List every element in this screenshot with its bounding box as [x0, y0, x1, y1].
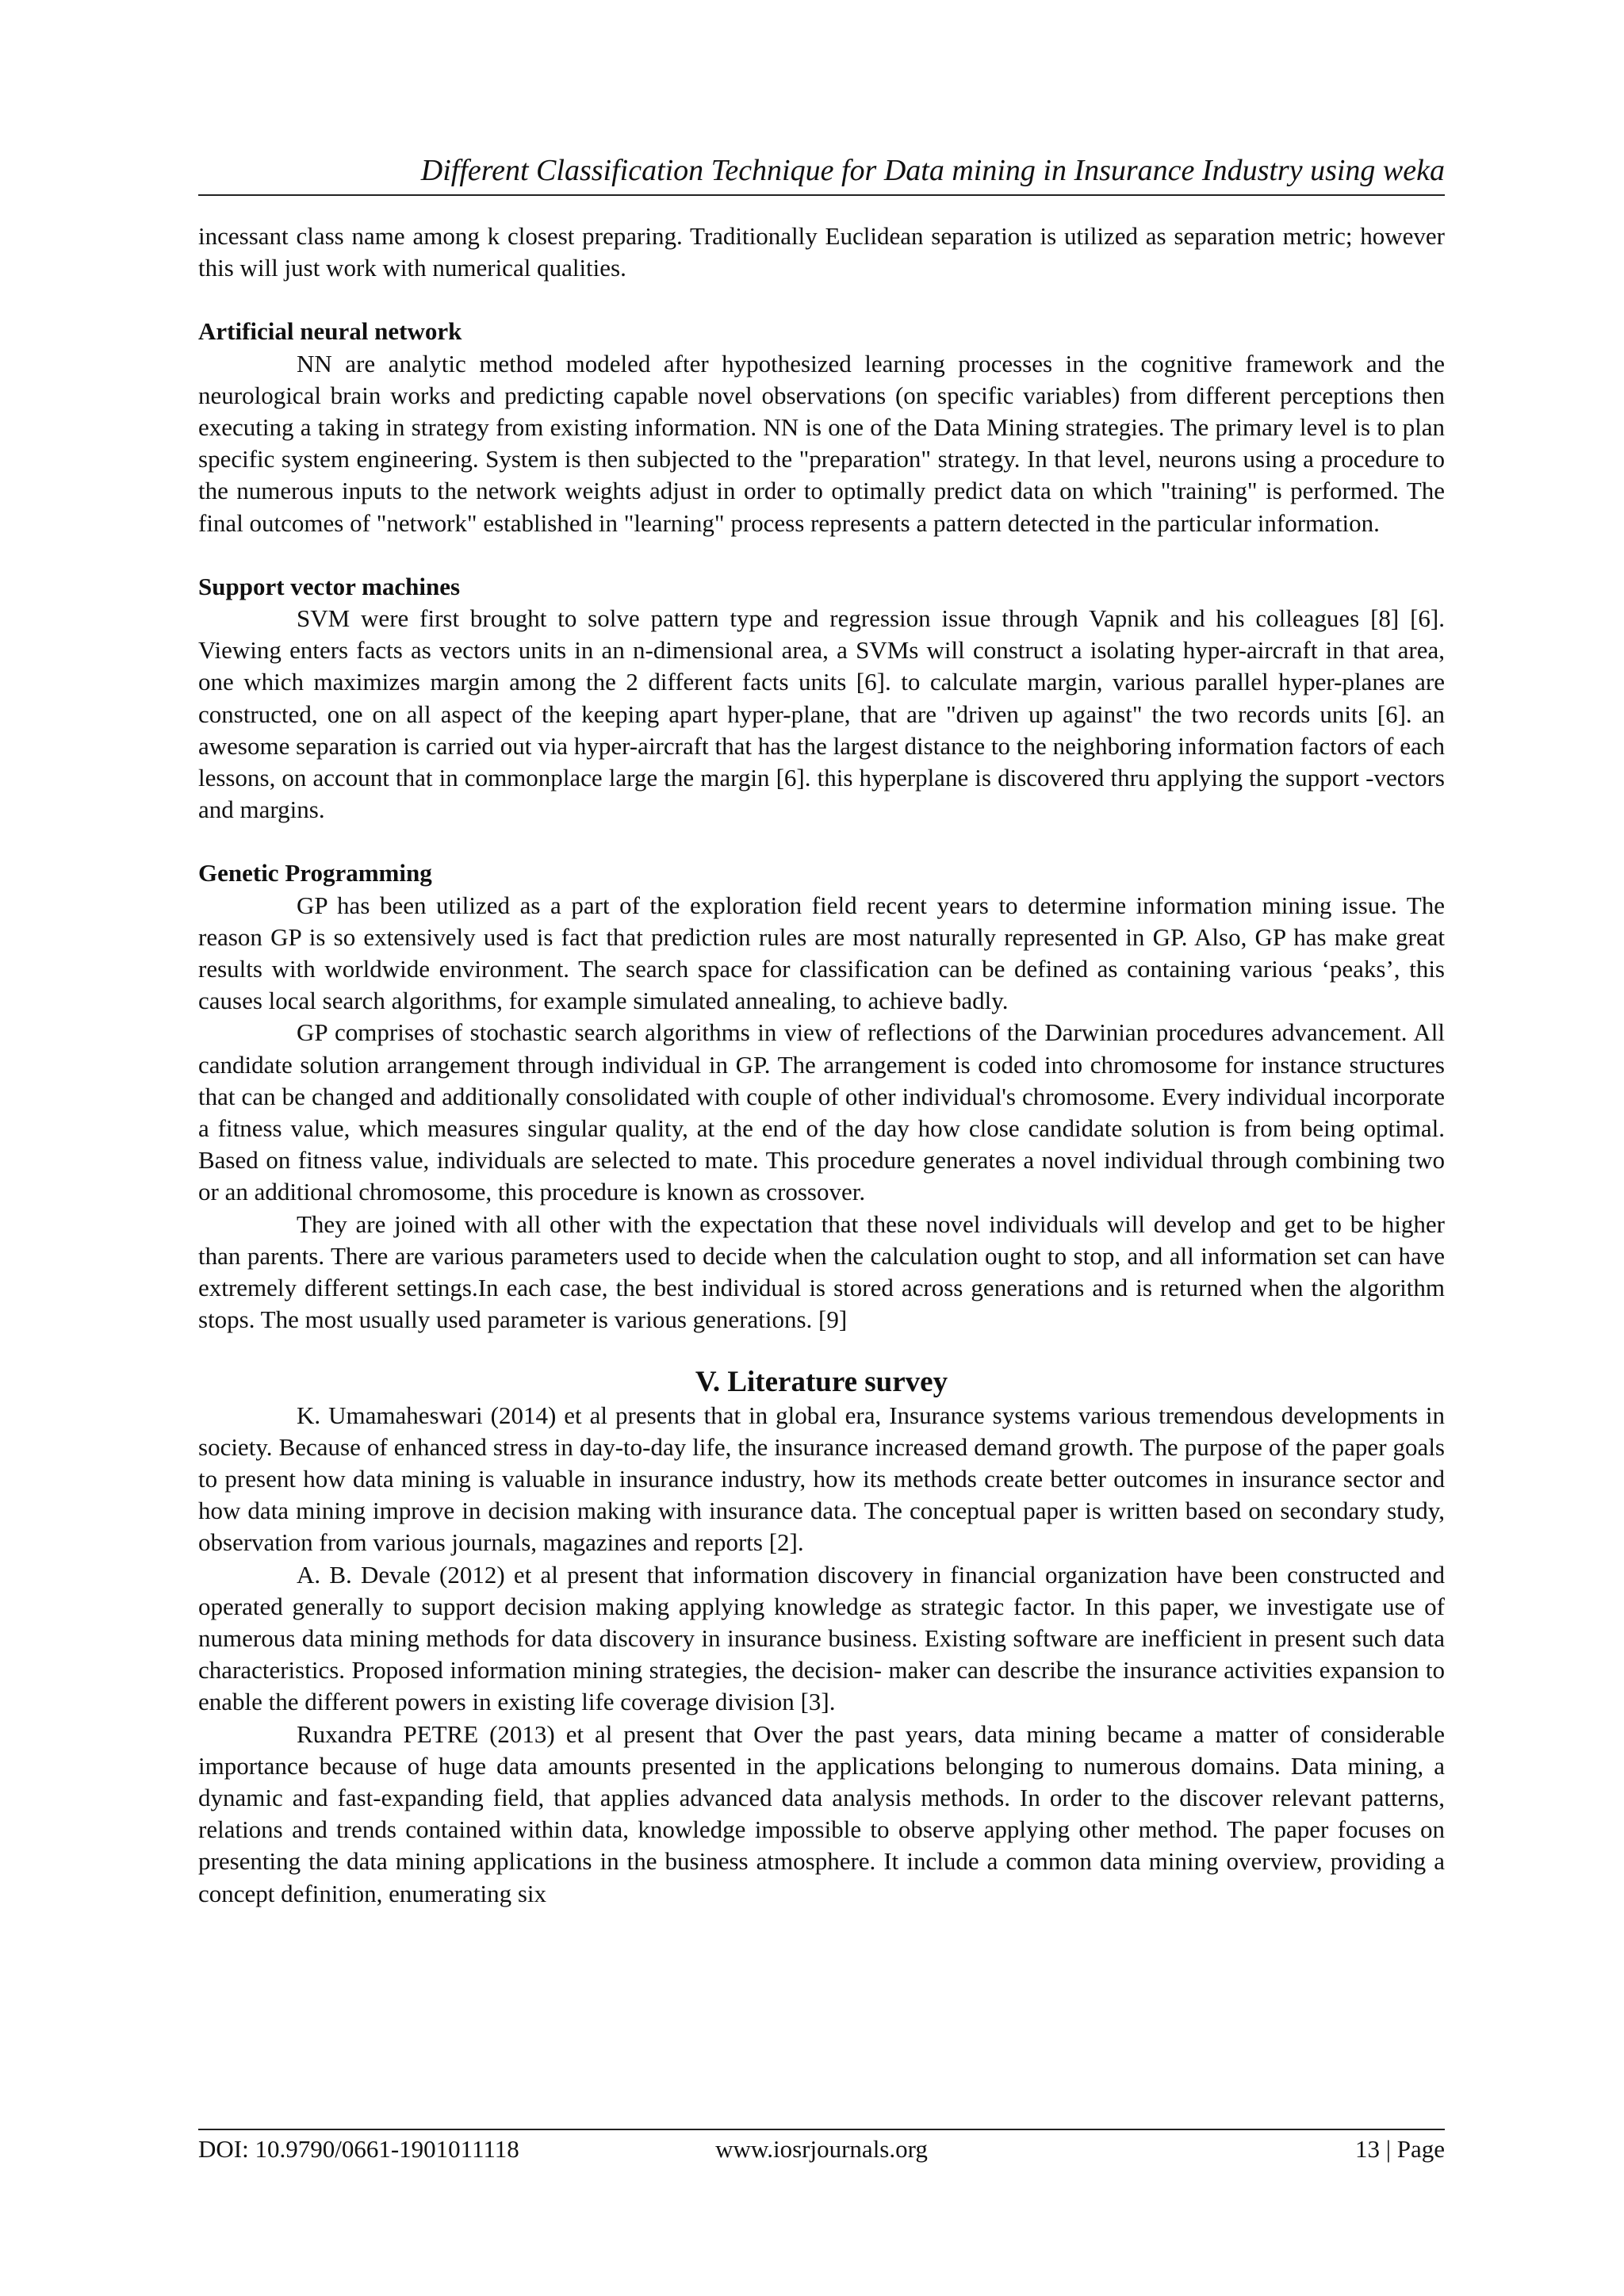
footer-divider	[198, 2129, 1445, 2130]
literature-paragraph-2: A. B. Devale (2012) et al present that information discovery in financial organization have been constructed and operated generally to support decision making applying knowledge as strategic factor. In this paper, we investigate use of numerous data mining methods for data discovery in insurance business. Existing software are inefficient in present such data characteristics. Proposed information mining strategies, the decision- maker can describe the insurance activities expansion to enable the different powers in existing life coverage division [3].	[198, 1560, 1445, 1716]
literature-paragraph-3: Ruxandra PETRE (2013) et al present that Over the past years, data mining became a matter of considerable importance because of huge data amounts presented in the applications belonging to numerous domains. Data mining, a dynamic and fast-expanding field, that applies advanced data analysis methods. In order to the discover relevant patterns, relations and trends contained within data, knowledge impossible to observe applying other method. The paper focuses on presenting the data mining applications in the business atmosphere. It include a common data mining overview, providing a concept definition, enumerating six	[198, 1719, 1445, 1907]
gp-paragraph-1: GP has been utilized as a part of the exploration field recent years to determine information mining issue. The reason GP is so extensively used is fact that prediction rules are most naturally represented in GP. Also, GP has make great results with worldwide environment. The search space for classification can be defined as containing various ‘peaks’, this causes local search algorithms, for example simulated annealing, to achieve badly.	[198, 891, 1445, 1015]
ann-paragraph: NN are analytic method modeled after hypothesized learning processes in the cognitive framework and the neurological brain works and predicting capable novel observations (on specific variables) from different perceptions then executing a taking in strategy from existing information. NN is one of the Data Mining strategies. The primary level is to plan specific system engineering. System is then subjected to the "preparation" strategy. In that level, neurons using a procedure to the numerous inputs to the network weights adjust in order to optimally predict data on which "training" is performed. The final outcomes of "network" established in "learning" process represents a pattern detected in the particular information.	[198, 349, 1445, 537]
section-heading-gp: Genetic Programming	[198, 859, 432, 887]
footer-doi: DOI: 10.9790/0661-1901011118	[198, 2135, 519, 2163]
intro-paragraph: incessant class name among k closest preparing. Traditionally Euclidean separation is utilized as separation metric; however this will just work with numerical qualities.	[198, 222, 1445, 282]
running-header: Different Classification Technique for Data mining in Insurance Industry using weka	[420, 154, 1445, 187]
literature-paragraph-1: K. Umamaheswari (2014) et al presents that in global era, Insurance systems various tremendous developments in society. Because of enhanced stress in day-to-day life, the insurance increased demand growth. The purpose of the paper goals to present how data mining is valuable in insurance industry, how its methods create better outcomes in insurance sector and how data mining improve in decision making with insurance data. The conceptual paper is written based on secondary study, observation from various journals, magazines and reports [2].	[198, 1401, 1445, 1557]
footer-website: www.iosrjournals.org	[715, 2135, 928, 2163]
section-heading-ann: Artificial neural network	[198, 317, 462, 346]
gp-paragraph-2: GP comprises of stochastic search algorithms in view of reflections of the Darwinian procedures advancement. All candidate solution arrangement through individual in GP. The arrangement is coded into chromosome for instance structures that can be changed and additionally consolidated with couple of other individual's chromosome. Every individual incorporate a fitness value, which measures singular quality, at the end of the day how close candidate solution is from being optimal. Based on fitness value, individuals are selected to mate. This procedure generates a novel individual through combining two or an additional chromosome, this procedure is known as crossover.	[198, 1018, 1445, 1206]
footer-page-number: 13 | Page	[1355, 2135, 1445, 2163]
gp-paragraph-3: They are joined with all other with the expectation that these novel individuals will develop and get to be higher than parents. There are various parameters used to decide when the calculation ought to stop, and all information set can have extremely different settings.In each case, the best individual is stored across generations and is returned when the algorithm stops. The most usually used parameter is various generations. [9]	[198, 1209, 1445, 1334]
header-divider	[198, 194, 1445, 196]
section-heading-svm: Support vector machines	[198, 572, 461, 600]
section-heading-literature-survey: V. Literature survey	[695, 1365, 948, 1398]
page-body	[198, 220, 1445, 1910]
svm-paragraph: SVM were first brought to solve pattern type and regression issue through Vapnik and his colleagues [8] [6]. Viewing enters facts as vectors units in an n-dimensional area, a SVMs will construct a isolating hyper-aircraft in that area, one which maximizes margin among the 2 different facts units [6]. to calculate margin, various parallel hyper-planes are constructed, one on all aspect of the keeping apart hyper-plane, that are "driven up against" the two records units [6]. an awesome separation is carried out via hyper-aircraft that has the largest distance to the neighboring information factors of each lessons, on account that in commonplace large the margin [6]. this hyperplane is discovered thru applying the support -vectors and margins.	[198, 604, 1445, 824]
page-footer	[198, 2133, 1445, 2165]
